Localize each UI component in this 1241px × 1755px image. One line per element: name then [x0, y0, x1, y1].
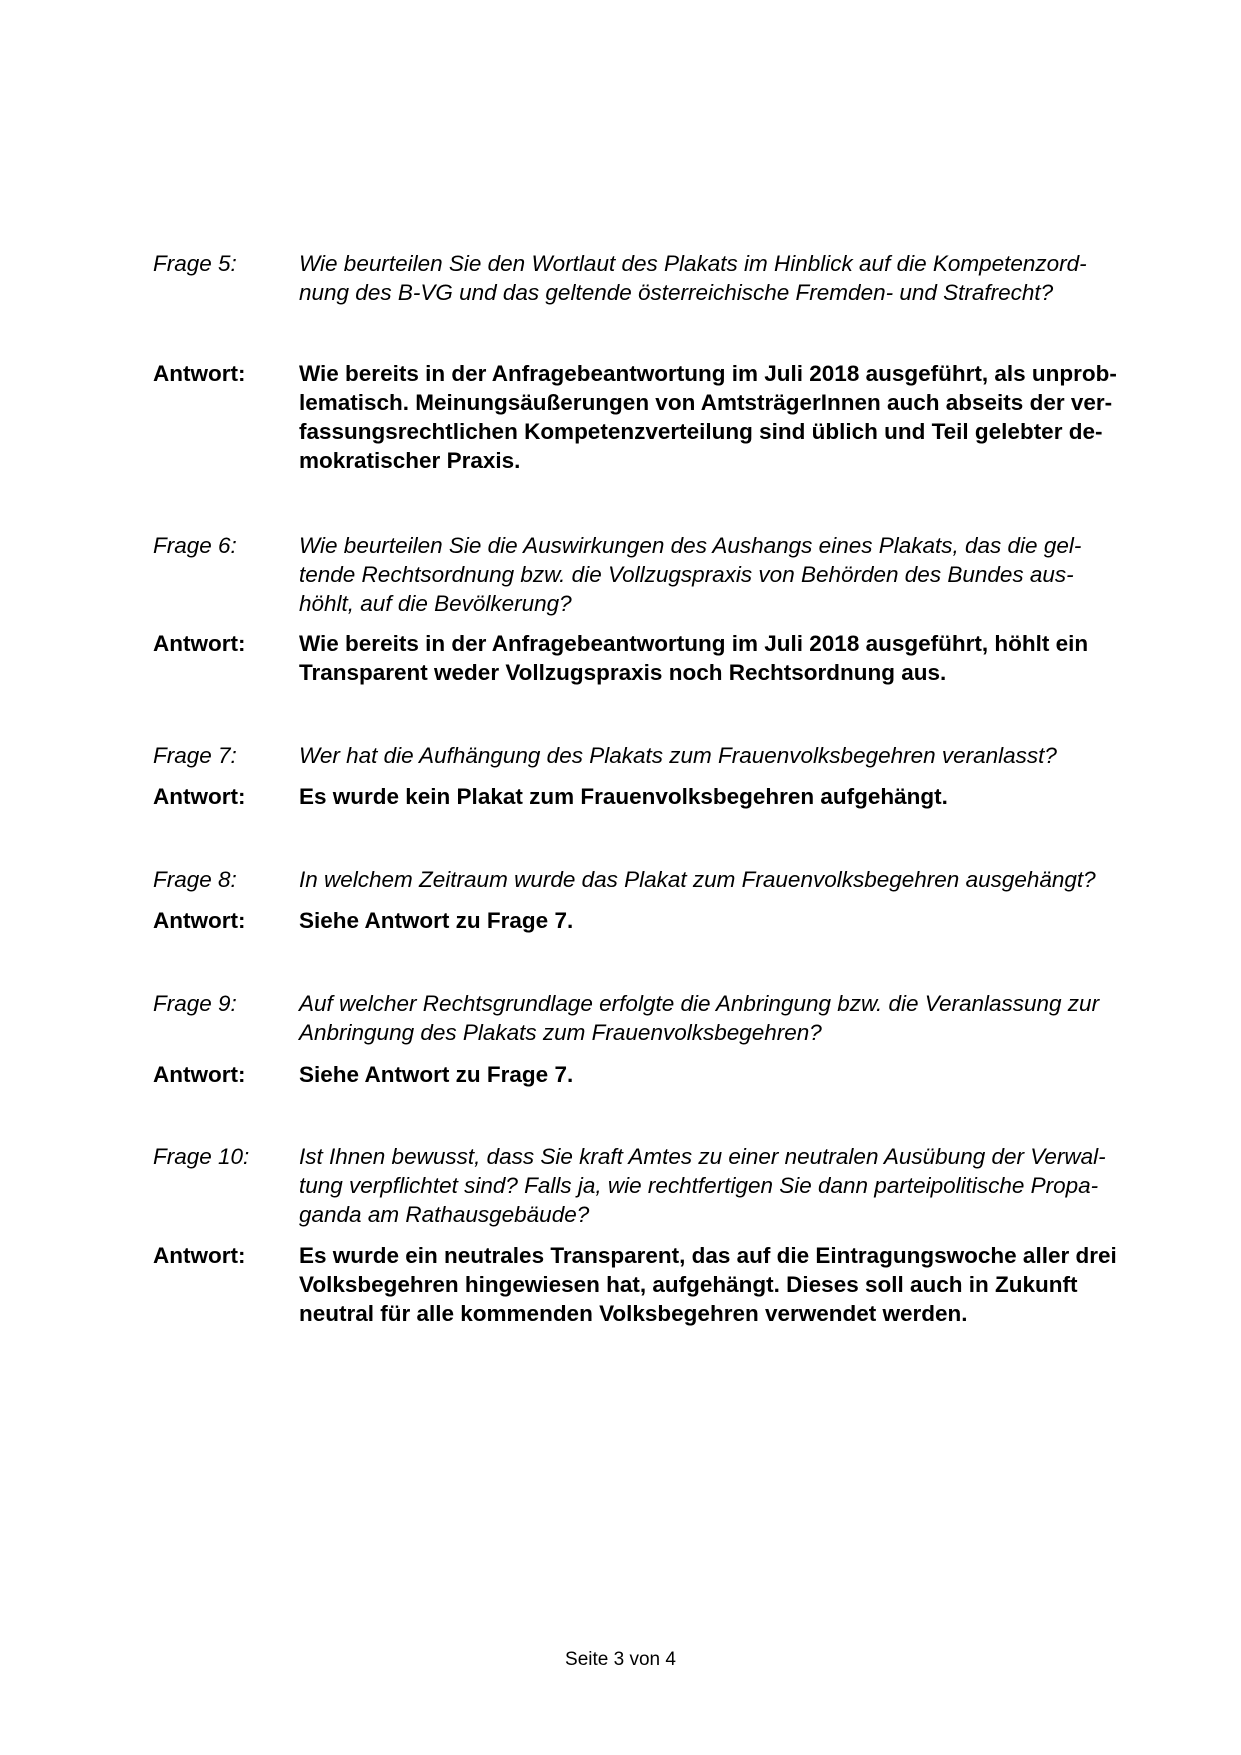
question-row	[153, 1142, 1153, 1229]
question-6	[153, 531, 1153, 618]
question-row	[153, 741, 1153, 770]
answer-row	[153, 1241, 1153, 1328]
answer-row	[153, 1060, 1153, 1089]
answer-row	[153, 782, 1153, 811]
answer-text: Wie bereits in der Anfragebeantwortung im Juli 2018 ausgeführt, höhlt ein Transparent weder Vollzugspraxis noch Rechtsordnung aus.	[299, 631, 1089, 685]
answer-label: Antwort:	[153, 1243, 246, 1268]
question-text: In welchem Zeitraum wurde das Plakat zum Frauenvolksbegehren ausgehängt?	[299, 867, 1096, 892]
answer-6	[153, 629, 1153, 687]
question-text: Wie beurteilen Sie die Auswirkungen des Aushangs eines Plakats, das die gel- tende Rechtsordnung bzw. die Vollzugspraxis von Behörden des Bundes aus- höhlt, auf die Bevölkerung?	[299, 533, 1082, 616]
answer-text: Wie bereits in der Anfragebeantwortung im Juli 2018 ausgeführt, als unprob- lematisch. Meinungsäußerungen von AmtsträgerInnen auch abseits der ver- fassungsrechtlichen Kompetenzverteilung sind üblich und Teil gelebter de- mokratischer Praxis.	[299, 361, 1117, 473]
question-label: Frage 6:	[153, 533, 237, 558]
answer-7	[153, 782, 1153, 811]
question-8	[153, 865, 1153, 894]
question-row	[153, 531, 1153, 618]
question-label: Frage 5:	[153, 251, 237, 276]
answer-8	[153, 906, 1153, 935]
question-row	[153, 865, 1153, 894]
answer-row	[153, 629, 1153, 687]
question-5	[153, 249, 1153, 307]
answer-label: Antwort:	[153, 784, 246, 809]
answer-text: Siehe Antwort zu Frage 7.	[299, 1062, 574, 1087]
question-10	[153, 1142, 1153, 1229]
question-7	[153, 741, 1153, 770]
answer-text: Es wurde kein Plakat zum Frauenvolksbegehren aufgehängt.	[299, 784, 948, 809]
answer-label: Antwort:	[153, 631, 246, 656]
question-text: Ist Ihnen bewusst, dass Sie kraft Amtes zu einer neutralen Ausübung der Verwal- tung verpflichtet sind? Falls ja, wie rechtfertigen Sie dann parteipolitische Propa- ganda am Rathausgebäude?	[299, 1144, 1106, 1227]
answer-5	[153, 359, 1153, 475]
answer-label: Antwort:	[153, 908, 246, 933]
answer-text: Es wurde ein neutrales Transparent, das auf die Eintragungswoche aller drei Volksbegehren hingewiesen hat, aufgehängt. Dieses soll auch in Zukunft neutral für alle kommenden Volksbegehren verwendet werden.	[299, 1243, 1117, 1326]
answer-9	[153, 1060, 1153, 1089]
question-label: Frage 7:	[153, 743, 237, 768]
question-text: Wie beurteilen Sie den Wortlaut des Plakats im Hinblick auf die Kompetenzord- nung des B-VG und das geltende österreichische Fremden- und Strafrecht?	[299, 251, 1087, 305]
answer-row	[153, 359, 1153, 475]
question-label: Frage 8:	[153, 867, 237, 892]
question-label: Frage 9:	[153, 991, 237, 1016]
question-text: Auf welcher Rechtsgrundlage erfolgte die Anbringung bzw. die Veranlassung zur Anbringung des Plakats zum Frauenvolksbegehren?	[299, 991, 1100, 1045]
answer-label: Antwort:	[153, 361, 246, 386]
answer-text: Siehe Antwort zu Frage 7.	[299, 908, 574, 933]
question-text: Wer hat die Aufhängung des Plakats zum Frauenvolksbegehren veranlasst?	[299, 743, 1057, 768]
question-label: Frage 10:	[153, 1144, 250, 1169]
answer-row	[153, 906, 1153, 935]
page-number: Seite 3 von 4	[565, 1649, 676, 1670]
answer-label: Antwort:	[153, 1062, 246, 1087]
question-row	[153, 249, 1153, 307]
answer-10	[153, 1241, 1153, 1328]
question-9	[153, 989, 1153, 1047]
question-row	[153, 989, 1153, 1047]
